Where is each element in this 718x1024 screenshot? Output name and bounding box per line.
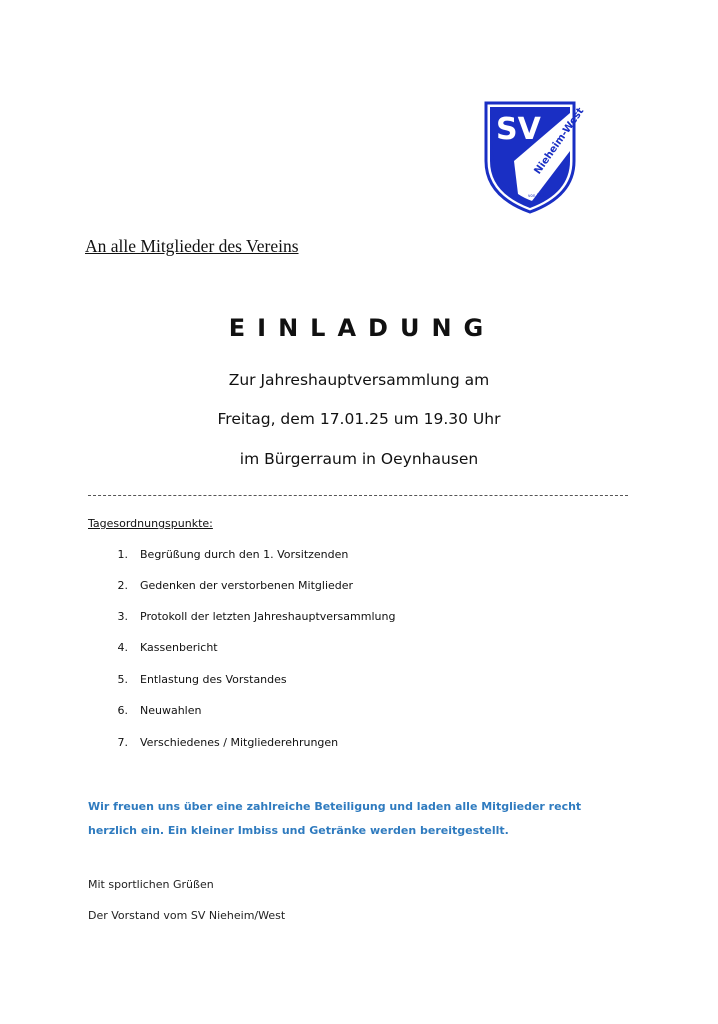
document-title: EINLADUNG xyxy=(228,314,496,342)
agenda-item xyxy=(88,736,338,749)
agenda-item xyxy=(88,610,395,623)
subtitle-line-1: Zur Jahreshauptversammlung am xyxy=(228,371,490,389)
agenda-item-text: Begrüßung durch den 1. Vorsitzenden xyxy=(140,548,349,561)
dashed-divider xyxy=(88,495,628,496)
logo-founded: von 1970 xyxy=(528,193,547,198)
agenda-item-number: 2. xyxy=(117,579,128,592)
notice-paragraph: Wir freuen uns über eine zahlreiche Beteiligung und laden alle Mitglieder recht herzlich ein. Ein kleiner Imbiss und Getränke werden bereitgestellt. xyxy=(88,800,582,837)
agenda-item-text: Gedenken der verstorbenen Mitglieder xyxy=(140,579,354,592)
agenda-item-text: Neuwahlen xyxy=(140,704,202,717)
agenda-item xyxy=(88,641,218,654)
agenda-item-number: 6. xyxy=(117,704,128,717)
greeting-line: An alle Mitglieder des Vereins xyxy=(85,236,299,256)
agenda-item xyxy=(88,673,287,686)
logo-letters: SV xyxy=(496,112,541,147)
agenda-item-number: 3. xyxy=(117,610,128,623)
closing-greeting: Mit sportlichen Grüßen xyxy=(88,878,214,891)
agenda-item-number: 4. xyxy=(117,641,128,654)
subtitle-line-2: Freitag, dem 17.01.25 um 19.30 Uhr xyxy=(217,410,501,428)
agenda-item-number: 1. xyxy=(117,548,128,561)
club-logo xyxy=(484,101,587,214)
subtitle-line-3: im Bürgerraum in Oeynhausen xyxy=(239,450,479,468)
logo-ev: e.V. xyxy=(528,200,536,205)
agenda-item-text: Entlastung des Vorstandes xyxy=(140,673,287,686)
agenda-item-text: Verschiedenes / Mitgliederehrungen xyxy=(140,736,339,749)
agenda-item xyxy=(88,548,348,561)
agenda-item-text: Protokoll der letzten Jahreshauptversammlung xyxy=(140,610,396,623)
agenda-item xyxy=(88,704,201,717)
agenda-item xyxy=(88,579,353,592)
agenda-item-number: 5. xyxy=(117,673,128,686)
closing-signature: Der Vorstand vom SV Nieheim/West xyxy=(88,909,286,922)
agenda-item-text: Kassenbericht xyxy=(140,641,218,654)
agenda-item-number: 7. xyxy=(117,736,128,749)
club-crest-icon xyxy=(484,101,587,214)
logo-name: Nieheim-West xyxy=(532,106,587,177)
agenda-heading: Tagesordnungspunkte: xyxy=(88,517,213,530)
